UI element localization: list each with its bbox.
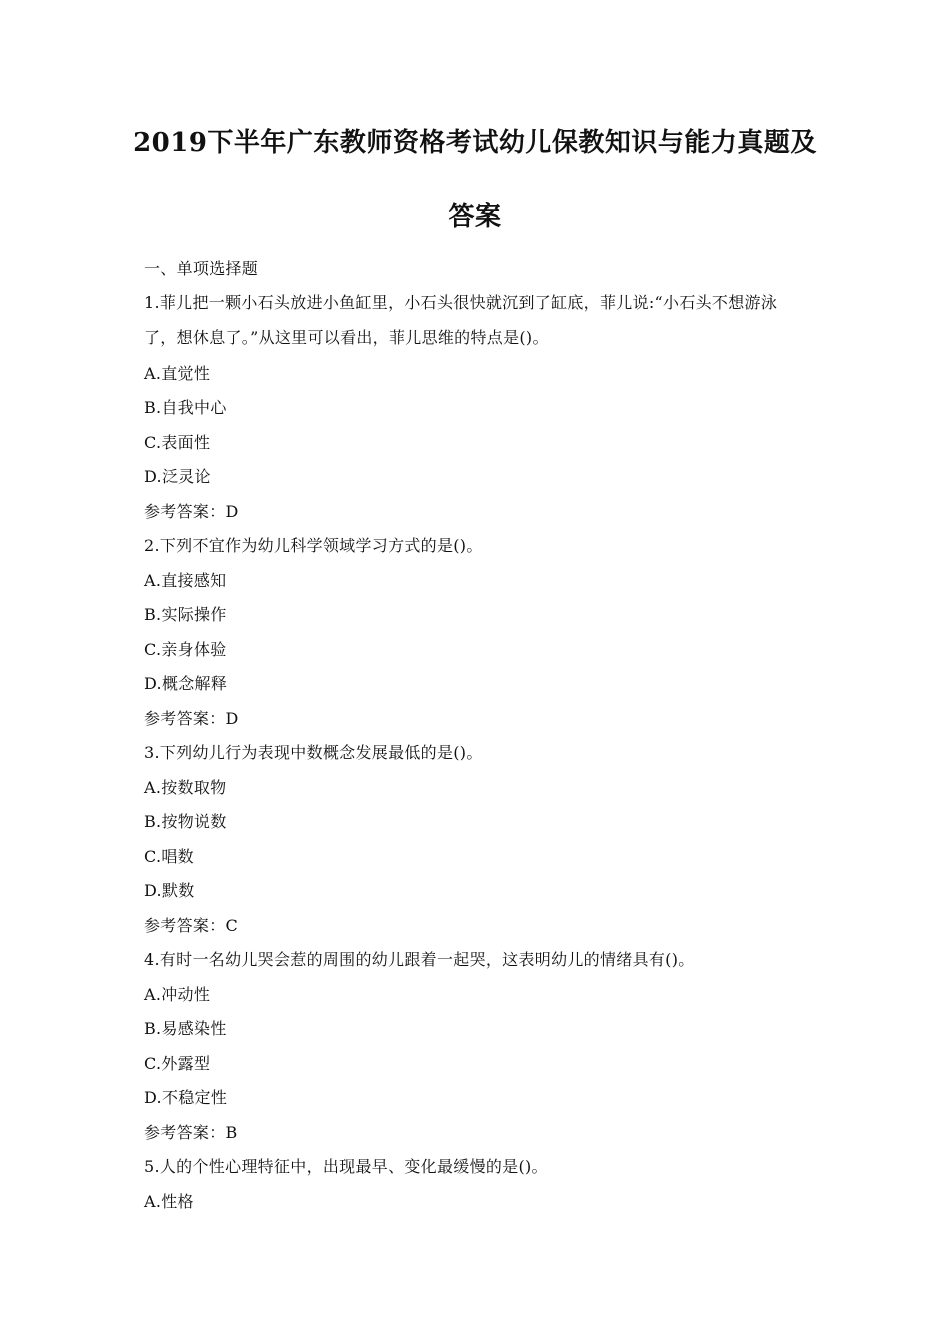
document-title-line-2: 答案 <box>448 202 502 232</box>
question-1-answer: 参考答案：D <box>144 502 239 521</box>
question-3-option-b: B.按物说数 <box>144 812 227 831</box>
question-4-option-d: D.不稳定性 <box>144 1088 228 1107</box>
question-2-answer: 参考答案：D <box>144 709 239 728</box>
question-4-option-a: A.冲动性 <box>144 985 211 1004</box>
question-5-text: 5.人的个性心理特征中，出现最早、变化最缓慢的是()。 <box>144 1157 548 1176</box>
question-3-option-c: C.唱数 <box>144 847 194 866</box>
question-3-option-a: A.按数取物 <box>144 778 227 797</box>
question-2-option-a: A.直接感知 <box>144 571 227 590</box>
question-2-option-d: D.概念解释 <box>144 674 228 693</box>
question-2-option-b: B.实际操作 <box>144 605 227 624</box>
section-heading: 一、单项选择题 <box>144 259 259 278</box>
question-4-answer: 参考答案：B <box>144 1123 238 1142</box>
question-2-text: 2.下列不宜作为幼儿科学领域学习方式的是()。 <box>144 536 483 555</box>
question-1-option-a: A.直觉性 <box>144 364 211 383</box>
document-title-line-1: 2019下半年广东教师资格考试幼儿保教知识与能力真题及 <box>133 128 817 158</box>
question-3-option-d: D.默数 <box>144 881 195 900</box>
question-1-option-d: D.泛灵论 <box>144 467 211 486</box>
question-3-answer: 参考答案：C <box>144 916 239 935</box>
question-5-option-a: A.性格 <box>144 1192 194 1211</box>
question-1-text-line-2: 了，想休息了。”从这里可以看出，菲儿思维的特点是()。 <box>144 328 549 347</box>
question-1-text-line-1: 1.菲儿把一颗小石头放进小鱼缸里，小石头很快就沉到了缸底，菲儿说:“小石头不想游泳 <box>144 293 778 312</box>
question-3-text: 3.下列幼儿行为表现中数概念发展最低的是()。 <box>144 743 483 762</box>
question-1-option-c: C.表面性 <box>144 433 211 452</box>
question-1-option-b: B.自我中心 <box>144 398 227 417</box>
question-4-text: 4.有时一名幼儿哭会惹的周围的幼儿跟着一起哭，这表明幼儿的情绪具有()。 <box>144 950 695 969</box>
question-4-option-b: B.易感染性 <box>144 1019 227 1038</box>
question-4-option-c: C.外露型 <box>144 1054 211 1073</box>
question-2-option-c: C.亲身体验 <box>144 640 227 659</box>
